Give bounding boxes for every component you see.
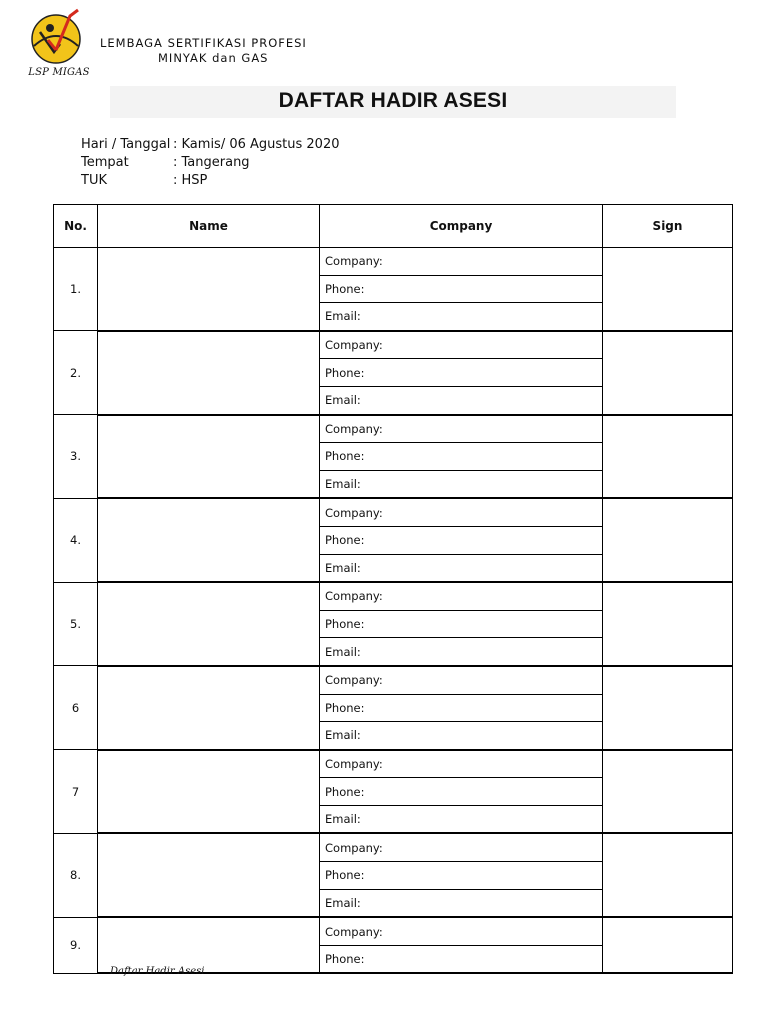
- info-value: : Kamis/ 06 Agustus 2020: [173, 137, 340, 152]
- sign-cell[interactable]: [603, 248, 733, 331]
- company-field[interactable]: Company:: [320, 917, 603, 945]
- table-row: [54, 582, 733, 610]
- name-cell[interactable]: [98, 750, 320, 834]
- info-row-date: [81, 136, 340, 154]
- phone-field[interactable]: Phone:: [320, 526, 603, 554]
- name-cell[interactable]: [98, 582, 320, 666]
- phone-field[interactable]: Phone:: [320, 945, 603, 973]
- info-row-tuk: [81, 172, 340, 190]
- table-row: [54, 750, 733, 778]
- phone-field[interactable]: Phone:: [320, 359, 603, 387]
- sign-cell[interactable]: [603, 750, 733, 834]
- phone-field[interactable]: Phone:: [320, 275, 603, 303]
- footer-text: Daftar Hadir Asesi: [110, 966, 205, 977]
- company-field[interactable]: Company:: [320, 331, 603, 359]
- info-value: : Tangerang: [173, 155, 250, 170]
- table-row: [54, 331, 733, 359]
- row-number: 7: [54, 750, 98, 834]
- name-cell[interactable]: [98, 498, 320, 582]
- row-number: 4.: [54, 498, 98, 582]
- table-header-row: [54, 205, 733, 248]
- row-number: 8.: [54, 833, 98, 917]
- table-row: [54, 666, 733, 694]
- email-field[interactable]: Email:: [320, 889, 603, 917]
- phone-field[interactable]: Phone:: [320, 862, 603, 890]
- name-cell[interactable]: [98, 331, 320, 415]
- name-cell[interactable]: [98, 415, 320, 499]
- info-label: Hari / Tanggal: [81, 137, 171, 152]
- info-value: : HSP: [173, 173, 208, 188]
- column-header-name: Name: [98, 205, 320, 248]
- phone-field[interactable]: Phone:: [320, 694, 603, 722]
- title-band: [110, 86, 676, 118]
- company-field[interactable]: Company:: [320, 750, 603, 778]
- organization-name: [100, 36, 360, 65]
- phone-field[interactable]: Phone:: [320, 610, 603, 638]
- table-row: [54, 248, 733, 276]
- name-cell[interactable]: [98, 833, 320, 917]
- company-field[interactable]: Company:: [320, 498, 603, 526]
- page-title: DAFTAR HADIR ASESI: [278, 89, 508, 112]
- sign-cell[interactable]: [603, 666, 733, 750]
- row-number: 3.: [54, 415, 98, 499]
- row-number: 5.: [54, 582, 98, 666]
- row-number: 2.: [54, 331, 98, 415]
- sign-cell[interactable]: [603, 582, 733, 666]
- event-info: [81, 136, 340, 190]
- table-row: [54, 917, 733, 945]
- row-number: 1.: [54, 248, 98, 331]
- email-field[interactable]: Email:: [320, 386, 603, 414]
- table-row: [54, 833, 733, 861]
- attendance-table: [53, 204, 733, 974]
- logo-text: LSP MIGAS: [28, 67, 90, 78]
- email-field[interactable]: Email:: [320, 470, 603, 498]
- phone-field[interactable]: Phone:: [320, 443, 603, 471]
- name-cell[interactable]: [98, 917, 320, 973]
- sign-cell[interactable]: [603, 331, 733, 415]
- lsp-migas-logo: [26, 6, 92, 84]
- info-row-place: [81, 154, 340, 172]
- company-field[interactable]: Company:: [320, 415, 603, 443]
- email-field[interactable]: Email:: [320, 805, 603, 833]
- company-field[interactable]: Company:: [320, 666, 603, 694]
- sign-cell[interactable]: [603, 415, 733, 499]
- sign-cell[interactable]: [603, 917, 733, 973]
- name-cell[interactable]: [98, 666, 320, 750]
- email-field[interactable]: Email:: [320, 722, 603, 750]
- table-row: [54, 415, 733, 443]
- name-cell[interactable]: [98, 248, 320, 331]
- sign-cell[interactable]: [603, 498, 733, 582]
- phone-field[interactable]: Phone:: [320, 778, 603, 806]
- org-line-2: MINYAK dan GAS: [158, 51, 269, 65]
- sign-cell[interactable]: [603, 833, 733, 917]
- email-field[interactable]: Email:: [320, 554, 603, 582]
- info-label: TUK: [81, 173, 107, 188]
- column-header-sign: Sign: [603, 205, 733, 248]
- logo-emblem-icon: [26, 6, 92, 68]
- org-line-1: LEMBAGA SERTIFIKASI PROFESI: [100, 36, 307, 50]
- email-field[interactable]: Email:: [320, 303, 603, 331]
- info-label: Tempat: [81, 155, 129, 170]
- column-header-company: Company: [320, 205, 603, 248]
- company-field[interactable]: Company:: [320, 248, 603, 276]
- email-field[interactable]: Email:: [320, 638, 603, 666]
- table-row: [54, 498, 733, 526]
- company-field[interactable]: Company:: [320, 833, 603, 861]
- company-field[interactable]: Company:: [320, 582, 603, 610]
- column-header-no: No.: [54, 205, 98, 248]
- row-number: 6: [54, 666, 98, 750]
- row-number: 9.: [54, 917, 98, 973]
